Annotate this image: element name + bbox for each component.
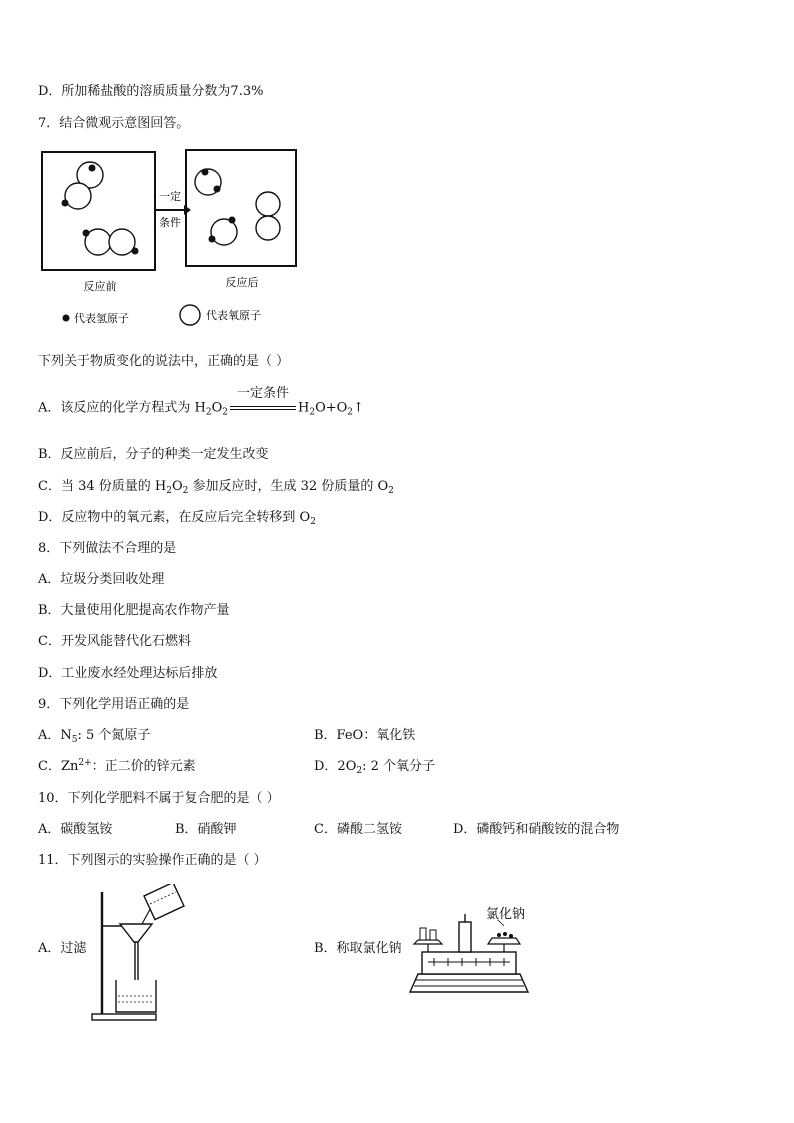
q10-option-c: C．磷酸二氢铵 xyxy=(314,822,402,837)
balance-label: 氯化钠 xyxy=(486,907,526,922)
q11-option-a: A．过滤 xyxy=(38,941,87,956)
legend-o-atom xyxy=(180,305,200,325)
q9-option-d: D．$2O_2$: 2 个氧分子 xyxy=(314,759,436,776)
q8-option-b: B．大量使用化肥提高农作物产量 xyxy=(38,603,230,618)
q8-stem: 8．下列做法不合理的是 xyxy=(38,541,177,556)
q7-micro-diagram xyxy=(38,146,308,330)
h-atom xyxy=(202,169,209,176)
h-atom xyxy=(83,230,90,237)
legend-o-text: 代表氧原子 xyxy=(206,309,261,322)
q11-stem: 11．下列图示的实验操作正确的是（ ） xyxy=(38,853,267,868)
h-atom xyxy=(229,217,236,224)
filtration-apparatus-icon xyxy=(88,884,192,1024)
q7-option-c: C．当 34 份质量的 $H_2O_2$ 参加反应时，生成 32 份质量的 $O_2$ xyxy=(38,479,394,496)
h-atom xyxy=(62,200,69,207)
arrow-bottom-text: 条件 xyxy=(159,216,181,229)
q10-option-d: D．磷酸钙和硝酸铵的混合物 xyxy=(453,822,620,837)
q8-option-c: C．开发风能替代化石燃料 xyxy=(38,634,191,649)
q9-option-b: B．FeO：氧化铁 xyxy=(314,728,416,743)
q6-option-d: D．所加稀盐酸的溶质质量分数为7.3% xyxy=(38,84,264,99)
q8-option-a: A．垃圾分类回收处理 xyxy=(38,572,165,587)
q10-option-b: B．硝酸钾 xyxy=(175,822,237,837)
h-atom xyxy=(214,186,221,193)
o-atom xyxy=(256,216,280,240)
q8-option-d: D．工业废水经处理达标后排放 xyxy=(38,666,218,681)
legend-h-atom xyxy=(63,315,70,322)
arrow-top-text: 一定 xyxy=(159,190,181,203)
q11-option-b: B．称取氯化钠 xyxy=(314,941,402,956)
q7-option-d: D．反应物中的氧元素，在反应后完全转移到 $O_2$ xyxy=(38,510,316,527)
o-atom xyxy=(109,229,135,255)
h-atom xyxy=(132,248,139,255)
h-atom xyxy=(209,236,216,243)
q7-stem: 7．结合微观示意图回答。 xyxy=(38,116,190,131)
legend-h-text: 代表氢原子 xyxy=(74,312,129,325)
q9-option-c: C．$Zn^{2+}$：正二价的锌元素 xyxy=(38,758,196,774)
o-atom xyxy=(65,183,91,209)
label-before: 反应前 xyxy=(83,280,117,293)
q10-option-a: A．碳酸氢铵 xyxy=(38,822,113,837)
q7-question: 下列关于物质变化的说法中，正确的是（ ） xyxy=(38,354,290,369)
q7-option-b: B．反应前后，分子的种类一定发生改变 xyxy=(38,447,269,462)
balance-icon xyxy=(404,900,534,1000)
q9-stem: 9．下列化学用语正确的是 xyxy=(38,697,190,712)
o-atom xyxy=(256,192,280,216)
q9-option-a: A．$N_5$: 5 个氮原子 xyxy=(38,728,151,745)
label-after: 反应后 xyxy=(225,276,259,289)
q10-stem: 10．下列化学肥料不属于复合肥的是（ ） xyxy=(38,791,280,806)
h-atom xyxy=(89,165,96,172)
q7-option-a: A．该反应的化学方程式为 $H_2O_2$ 一定条件 $H_2O+O_2↑$ xyxy=(38,386,364,418)
reaction-condition: 一定条件 xyxy=(230,400,296,416)
